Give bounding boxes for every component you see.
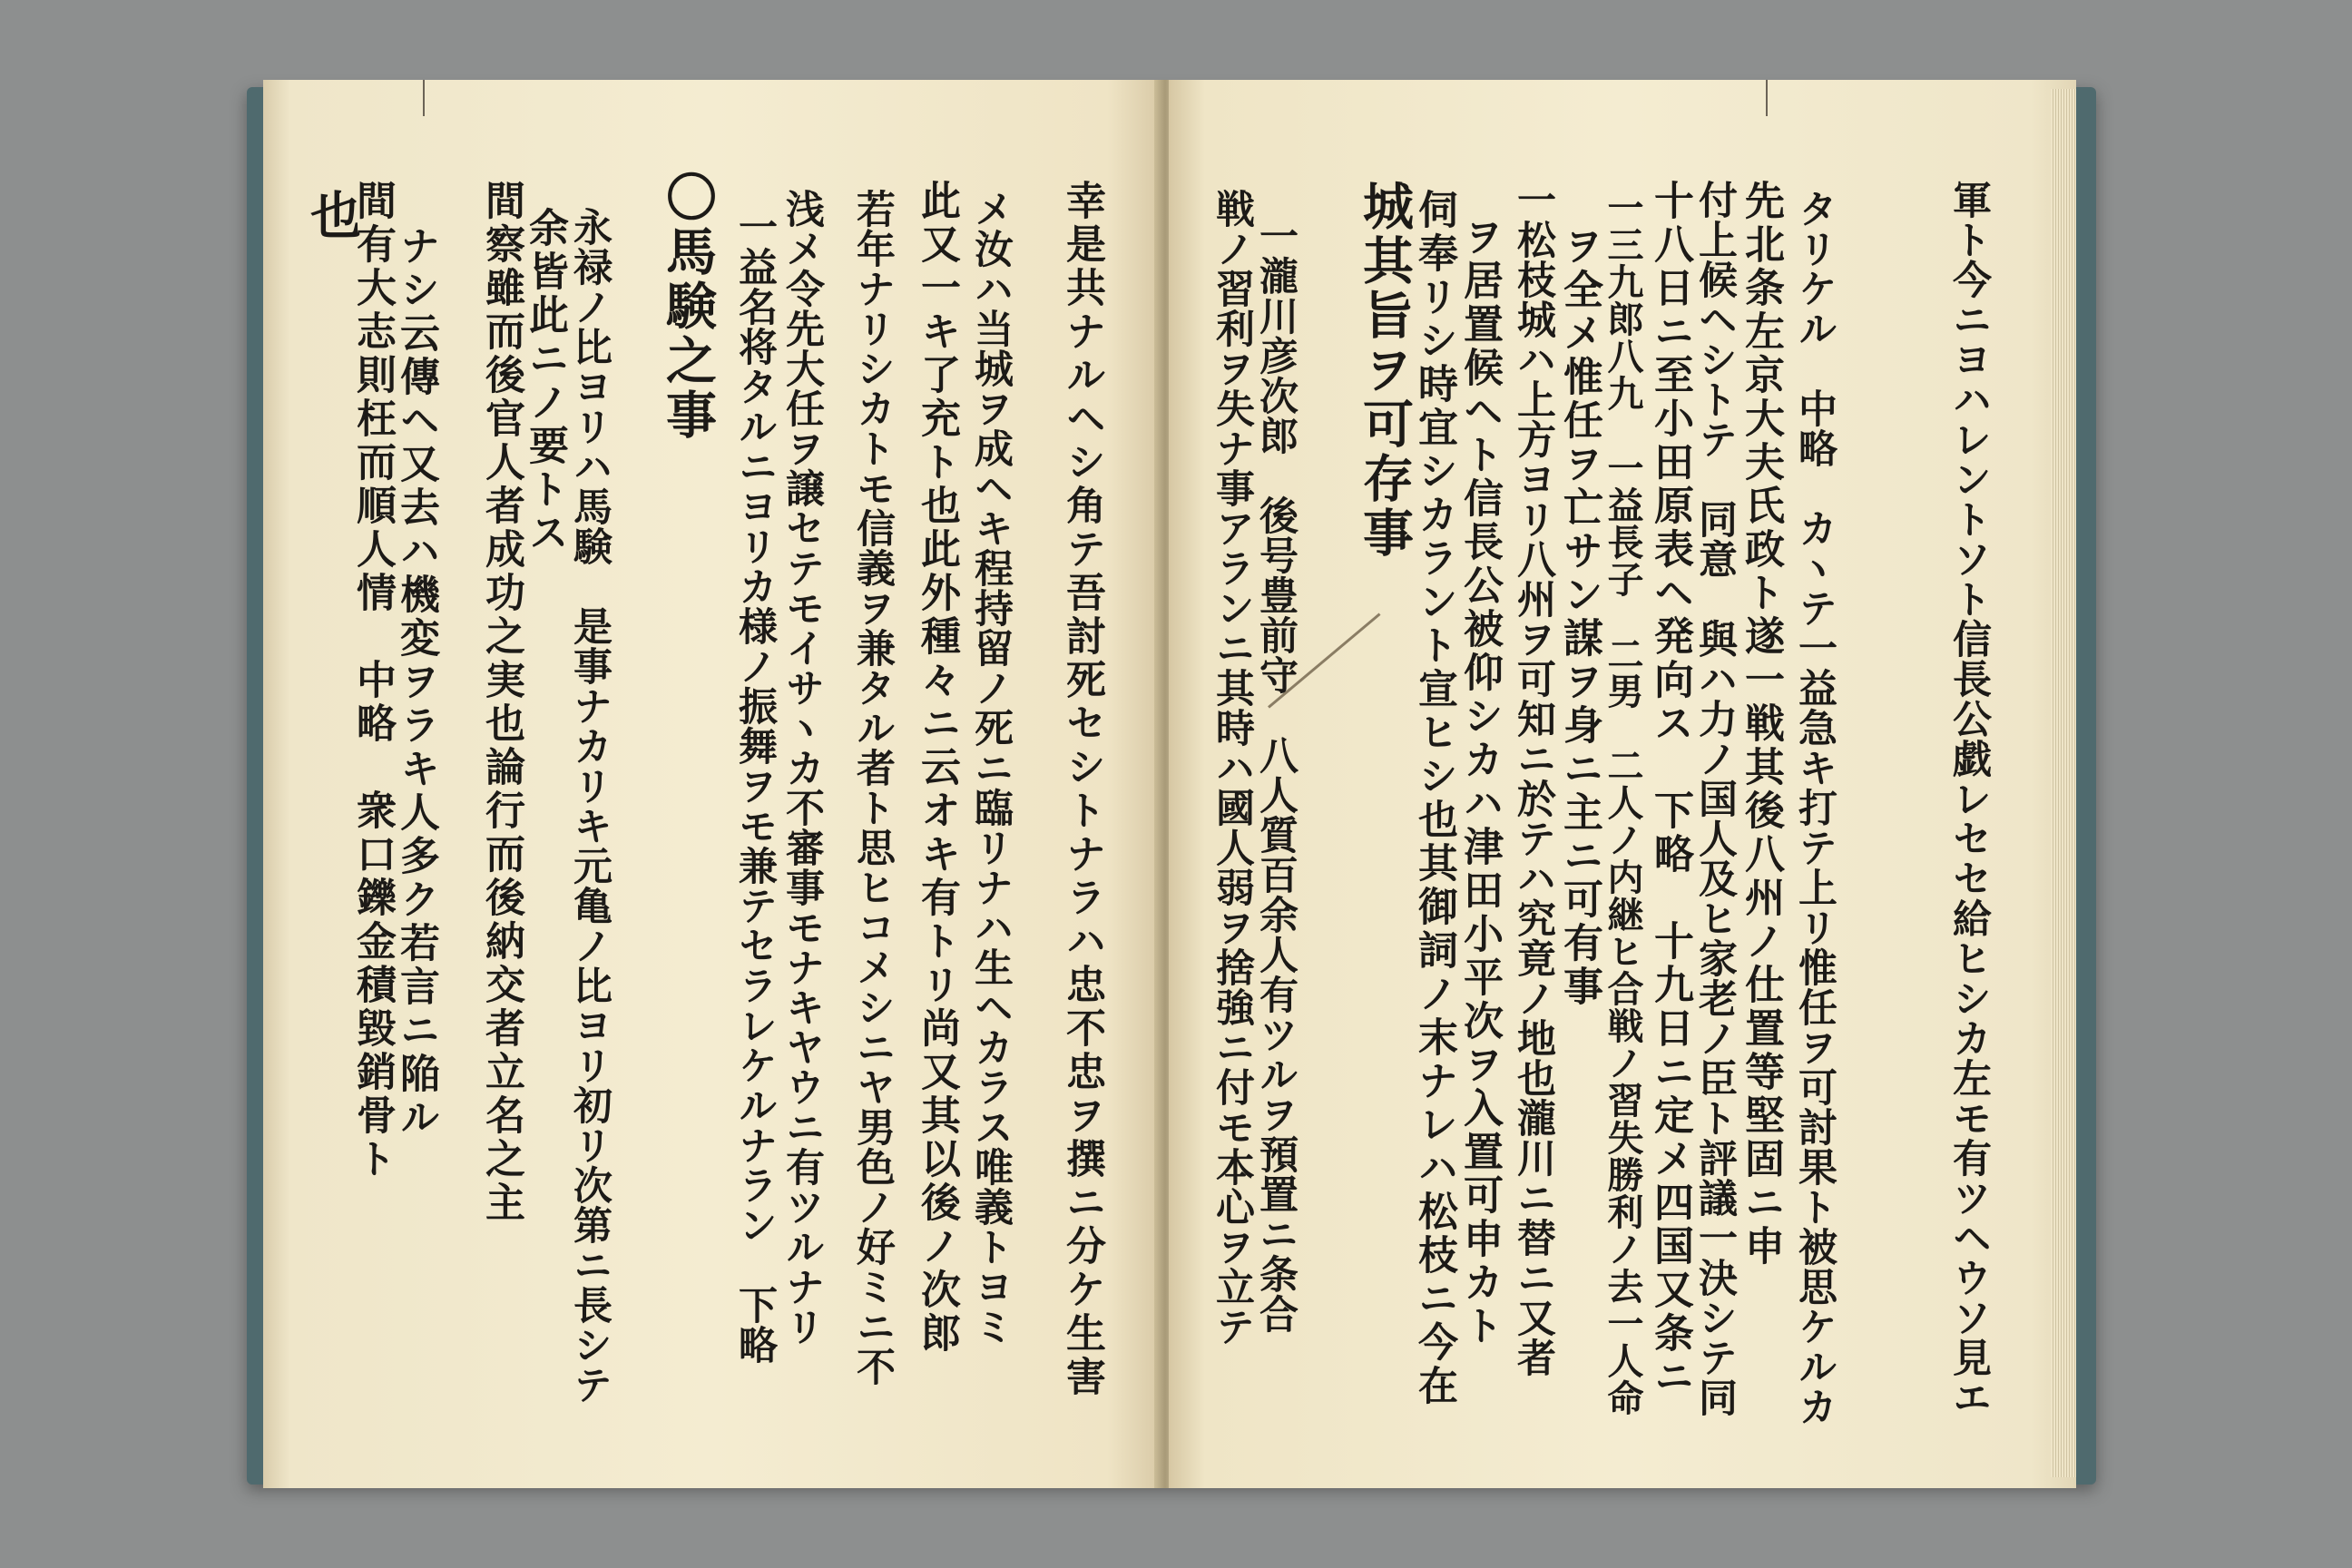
- right-col-3: 城其旨ヲ可存事: [1355, 180, 1415, 561]
- right-col-12: タリケル 中略 カヽテ一益急キ打テ上リ惟任ヲ可討果ト被思ケルカ: [1792, 189, 1838, 1426]
- left-col-5: 余皆此ニノ要トス: [522, 207, 568, 555]
- left-col-3: ナシ云傳ヘ又去ハ機変ヲラキ人多ク若言ニ陥ル: [393, 225, 439, 1140]
- right-col-8: 一三九郎八九 一益長子 二男 二人ノ内継ヒ合戦ノ習失勝利ノ去一人命: [1602, 189, 1644, 1416]
- left-col-9: 浅メ令先大任ヲ譲セテモイサヽカ不審事モナキヤウニ有ツルナリ: [779, 189, 825, 1347]
- right-col-13: 軍ト今ニヨハレントソト信長公戯レセセ給ヒシカ左モ有ツヘウソ見エ: [1946, 180, 1992, 1417]
- right-page: [1169, 80, 2076, 1488]
- page-tick-mark: [1766, 80, 1768, 116]
- right-col-5: ヲ居置候ヘト信長公被仰シカハ津田小平次ヲ入置可申カト: [1456, 216, 1503, 1348]
- page-tick-mark: [423, 80, 425, 116]
- left-col-1: 也: [302, 189, 362, 243]
- right-col-2: 一瀧川彦次郎 後号豊前守 八人質百余人有ツルヲ預置ニ条合: [1253, 216, 1298, 1334]
- right-col-10: 付上候ヘシトテ 同意 與ハ力ノ国人及ヒ家老ノ臣ト評議一決シテ同: [1692, 180, 1738, 1417]
- left-col-10: 若年ナリシカトモ信義ヲ兼タル者ト思ヒコメシニヤ男色ノ好ミニ不: [850, 189, 896, 1387]
- page-edges: [2051, 89, 2076, 1477]
- left-col-8: 一益名将タルニヨリカ様ノ振舞ヲモ兼テセラレケルナラン 下略: [732, 207, 778, 1365]
- right-col-6: 一松枝城ハ上方ヨリ八州ヲ可知ニ於テハ究竟ノ地也瀧川ニ替ニ又者: [1511, 180, 1556, 1377]
- right-col-9: 十八日ニ至小田原表ヘ発向ス 下略 十九日ニ定メ四国又条ニ: [1647, 180, 1693, 1399]
- left-col-7: 〇馬験之事: [658, 171, 718, 443]
- open-book: [247, 80, 2096, 1488]
- left-col-4: 間察雖而後官人者成功之実也論行而後納交者立名之主: [478, 180, 524, 1225]
- right-col-1: 戦ノ習利ヲ失ナ事アランニ其時ハ國人弱ヲ捨強ニ付モ本心ヲ立テ: [1210, 189, 1255, 1347]
- right-col-11: 先北条左京大夫氏政ト遂一戦其後八州ノ仕置等堅固ニ申: [1738, 180, 1784, 1269]
- left-col-13: 幸是共ナルヘシ角テ吾討死セシトナラハ忠不忠ヲ撰ニ分ケ生害: [1059, 180, 1105, 1399]
- right-col-7: ヲ全メ惟任ヲ亡サン謀ヲ身ニ主ニ可有事: [1556, 225, 1602, 1009]
- left-col-11: 此又一キ了充ト也此外種々ニ云オキ有トリ尚又其以後ノ次郎: [914, 180, 960, 1356]
- left-col-2: 間有大志則枉而順人情 中略 衆口鑠金積毀銷骨ト: [349, 180, 396, 1181]
- left-col-6: 永禄ノ比ヨリハ馬験 是事ナカリキ元亀ノ比ヨリ初リ次第ニ長シテ: [567, 207, 612, 1405]
- right-col-4: 伺奉リシ時宜シカラント宣ヒシ也其御詞ノ末ナレハ松枝ニ今在: [1411, 189, 1457, 1408]
- left-col-12: メ汝ハ当城ヲ成ヘキ程持留ノ死ニ臨リナハ生ヘカラス唯義トヨミ: [968, 189, 1014, 1347]
- left-page: [263, 80, 1161, 1488]
